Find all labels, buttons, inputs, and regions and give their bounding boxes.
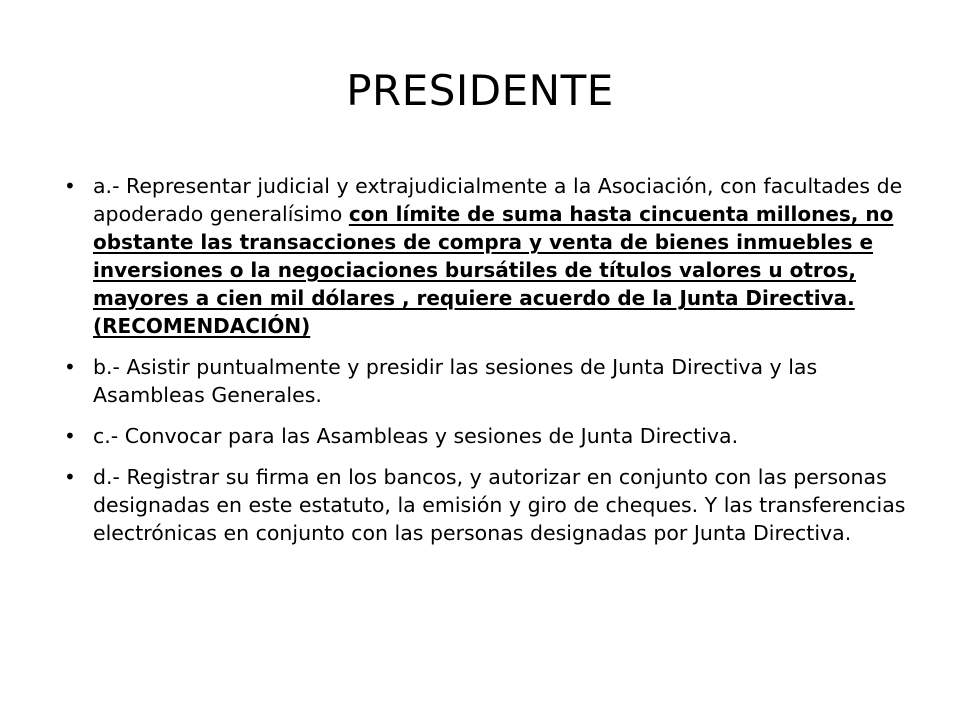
bullet-c-text: c.- Convocar para las Asambleas y sesiones de Junta Directiva. [93,424,739,448]
bullet-item-b [64,353,920,409]
bullet-item-c [64,422,920,450]
bullet-dot-icon: • [64,174,76,198]
bullet-dot-icon: • [64,465,76,489]
bullet-a-text: a.- Representar judicial y extrajudicialmente a la Asociación, con facultades de apoderado generalísimo [93,174,903,226]
bullet-item-a [64,172,920,340]
bullet-dot-icon: • [64,424,76,448]
slide-title: PRESIDENTE [346,66,614,115]
bullet-b-text: b.- Asistir puntualmente y presidir las sesiones de Junta Directiva y las Asambleas Generales. [93,355,818,407]
bullet-item-d [64,463,920,547]
bullet-dot-icon: • [64,355,76,379]
bullet-a-emphasis: con límite de suma hasta cincuenta millones, no obstante las transacciones de compra y venta de bienes inmuebles e inversiones o la negociaciones bursátiles de títulos valores u otros, mayores a cien mil dólares , requiere acuerdo de la Junta Directiva. (RECOMENDACIÓN) [93,202,894,338]
bullet-d-text: d.- Registrar su firma en los bancos, y autorizar en conjunto con las personas designadas en este estatuto, la emisión y giro de cheques. Y las transferencias electrónicas en conjunto con las personas designadas por Junta Directiva. [93,465,906,545]
bullet-list [64,172,920,560]
